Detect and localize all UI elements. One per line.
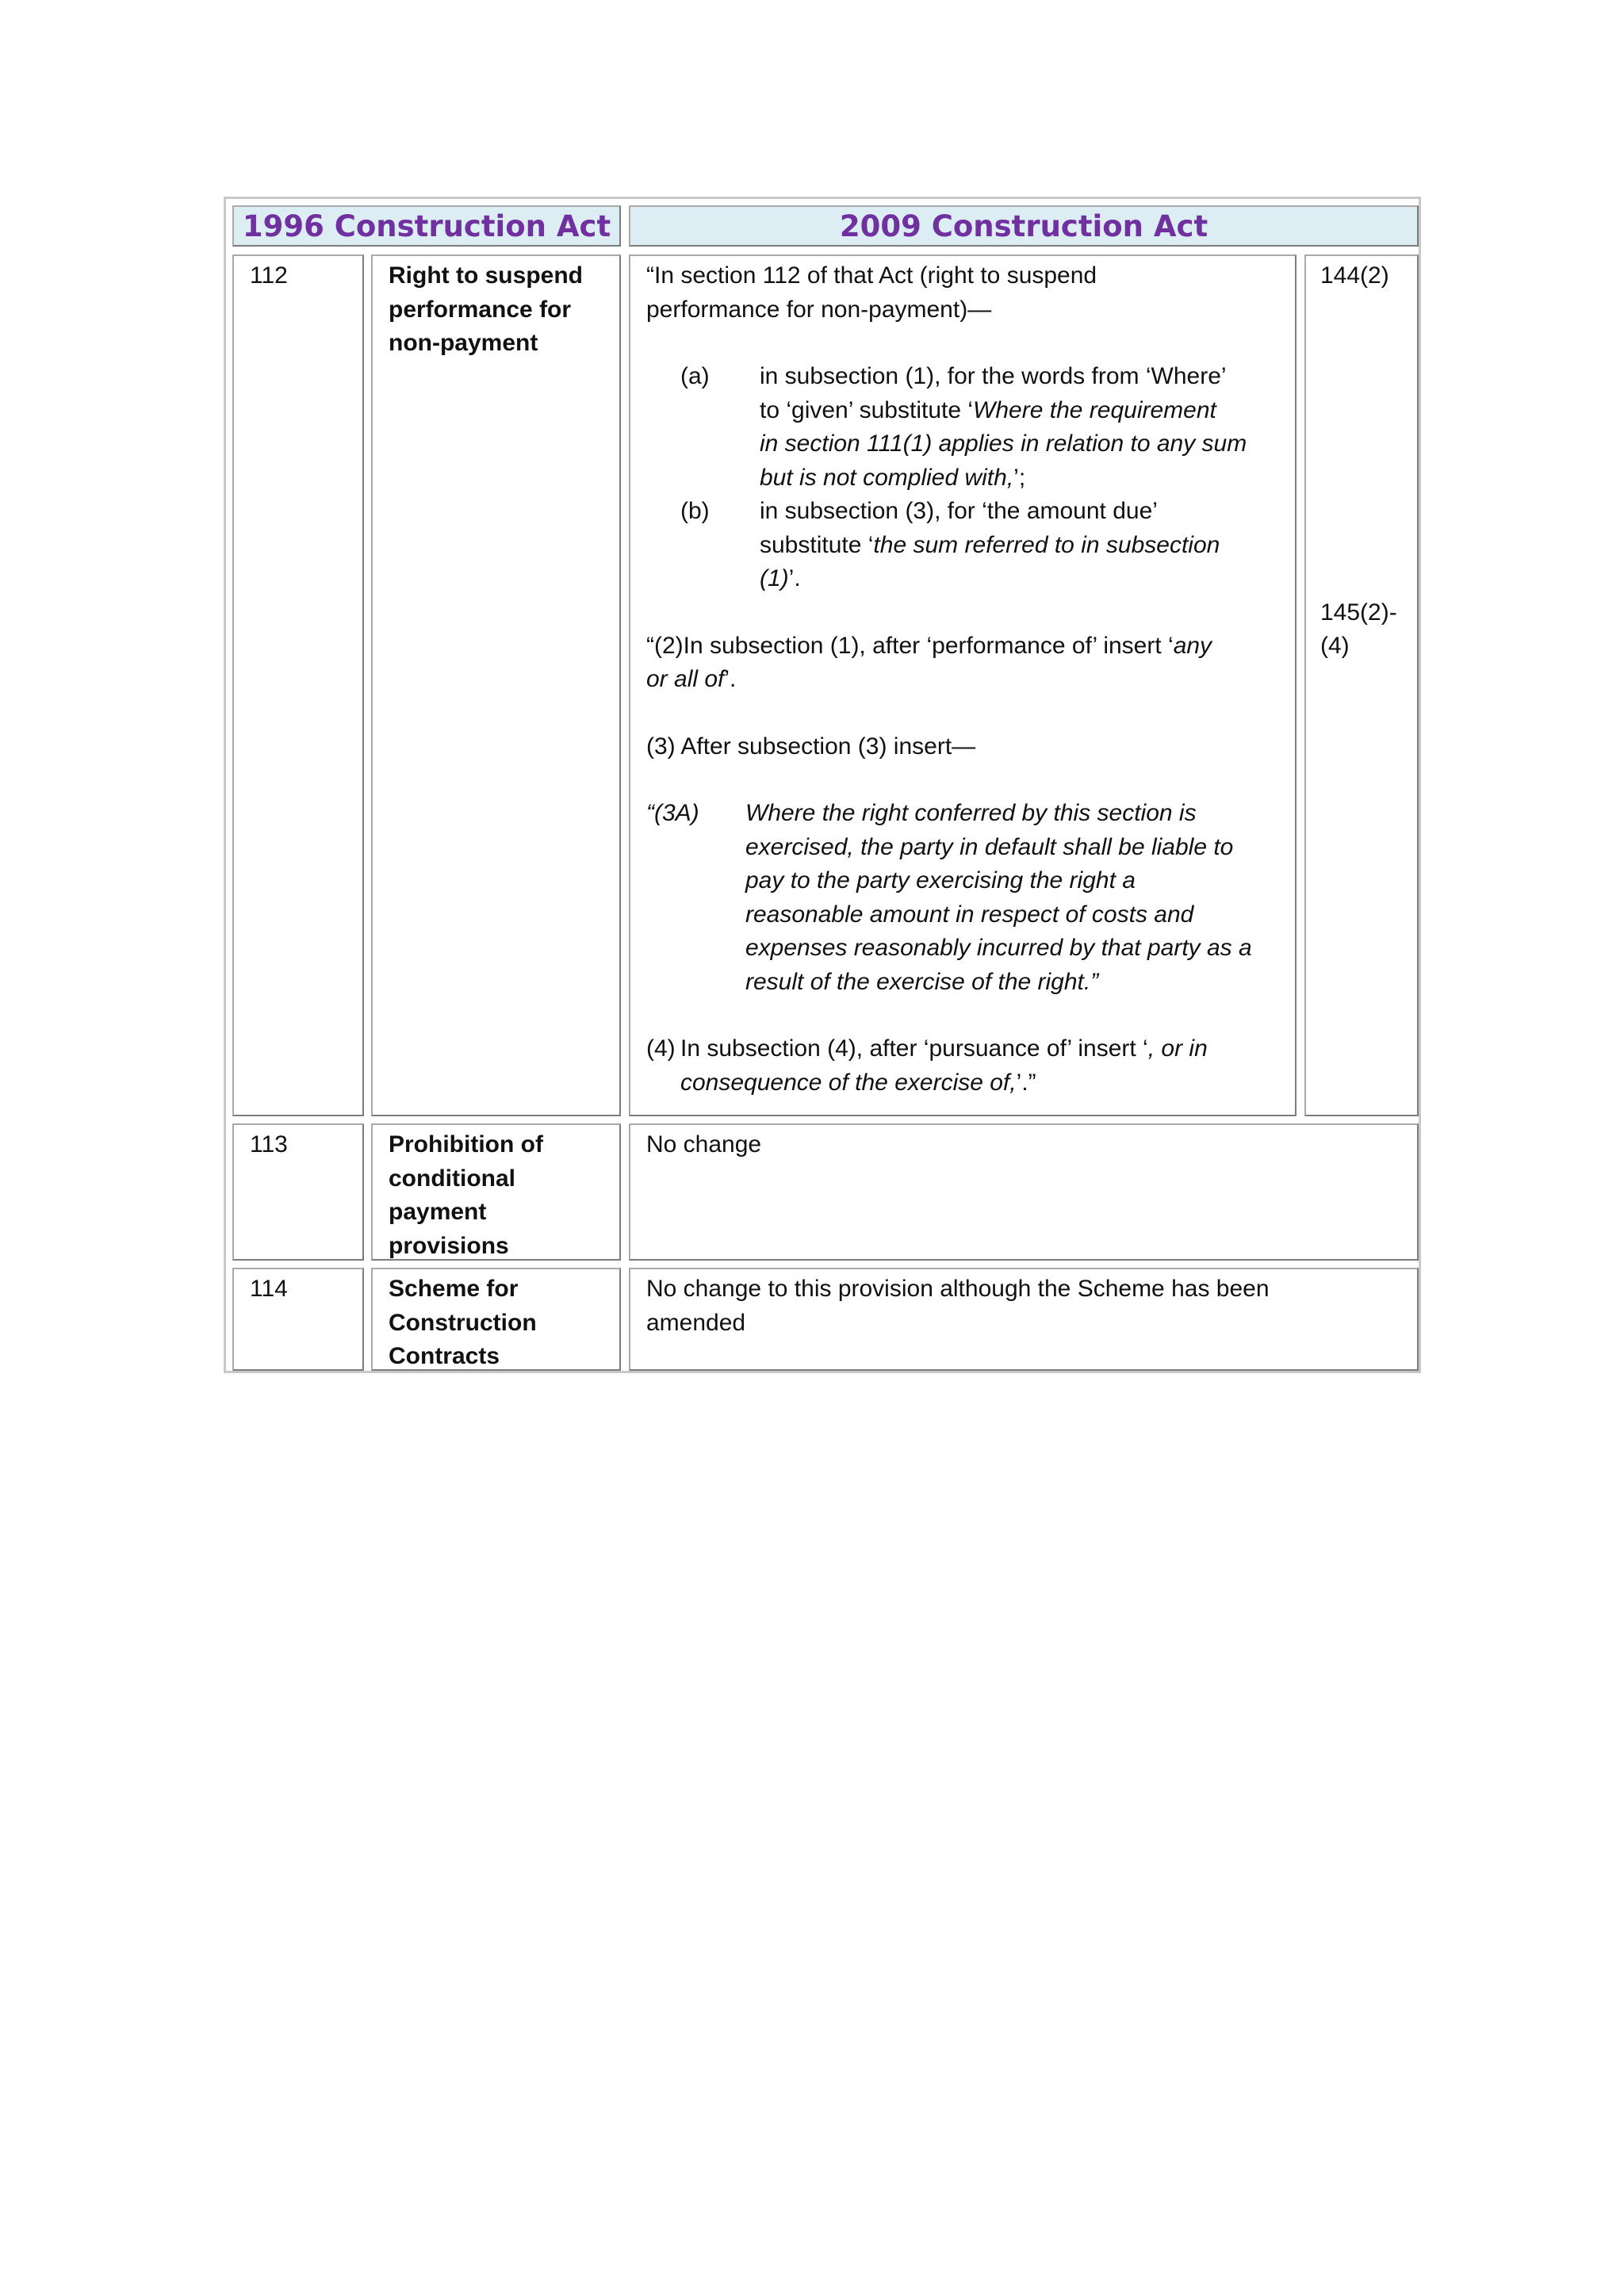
paragraph-2	[646, 663, 1295, 697]
plain-text: “(2)In subsection (1), after ‘performance of’ insert ‘	[646, 632, 1174, 659]
subsection-3a-line: expenses reasonably incurred by that party as a	[745, 935, 1252, 961]
subparagraph-a	[646, 360, 1295, 495]
title-line: payment	[389, 1199, 487, 1225]
row-112-amendment-cell	[629, 254, 1297, 1116]
subsection-3a-line: result of the exercise of the right.”	[745, 968, 1099, 995]
row-113-section-cell	[232, 1123, 364, 1261]
subparagraph-b-marker: (b)	[680, 498, 710, 524]
plain-text: substitute ‘	[760, 531, 874, 558]
header-2009-label: 2009 Construction Act	[839, 209, 1208, 243]
subparagraph-b	[646, 495, 1295, 596]
paragraph-3: (3) After subsection (3) insert—	[646, 733, 976, 760]
subsection-3a-marker: “(3A)	[646, 800, 699, 826]
subparagraph-b-line	[760, 529, 1295, 563]
paragraph-4	[646, 1032, 1295, 1100]
italic-text: , or in	[1147, 1035, 1208, 1062]
plain-text: ’.	[724, 666, 737, 692]
subsection-3a-line: reasonable amount in respect of costs and	[745, 901, 1194, 928]
title-line: performance for	[389, 296, 572, 323]
plain-text: to ‘given’ substitute ‘	[760, 396, 974, 423]
amendment-text: No change to this provision although the Scheme has been	[646, 1276, 1270, 1302]
amendment-text: amended	[646, 1309, 746, 1336]
italic-text: (1)	[760, 565, 789, 591]
section-number: 114	[250, 1276, 288, 1302]
row-112-title-cell	[371, 254, 621, 1116]
paragraph-2	[646, 629, 1295, 664]
paragraph-4-marker: (4)	[646, 1035, 676, 1062]
italic-text: the sum referred to in subsection	[873, 531, 1220, 558]
amend-intro-line: performance for non-payment)—	[646, 296, 992, 323]
row-114-section-cell	[232, 1268, 364, 1371]
amend-intro-line: “In section 112 of that Act (right to suspend	[646, 262, 1097, 289]
subsection-3a-line: Where the right conferred by this section is	[745, 800, 1197, 826]
plain-text: ’.	[788, 565, 801, 591]
title-line: Prohibition of	[389, 1131, 543, 1158]
title-line: conditional	[389, 1165, 515, 1192]
italic-text: consequence of the exercise of,	[680, 1069, 1017, 1096]
section-number: 113	[250, 1131, 288, 1158]
paragraph-4-line	[680, 1032, 1295, 1066]
reference-145-line: 145(2)-	[1320, 599, 1397, 626]
row-113-title-cell	[371, 1123, 621, 1261]
italic-text: but is not complied with,	[760, 464, 1014, 491]
header-1996-label: 1996 Construction Act	[242, 209, 611, 243]
row-114-title-cell	[371, 1268, 621, 1371]
subsection-3a-line: pay to the party exercising the right a	[745, 867, 1136, 894]
italic-text: or all of	[646, 666, 725, 692]
italic-text: Where the requirement	[973, 396, 1216, 423]
subparagraph-a-marker: (a)	[680, 363, 710, 389]
title-line: Construction	[389, 1309, 537, 1336]
row-114-amendment-cell	[629, 1268, 1419, 1371]
reference-144-2: 144(2)	[1320, 262, 1389, 289]
reference-145-line: (4)	[1320, 633, 1350, 659]
subparagraph-b-line: in subsection (3), for ‘the amount due’	[760, 498, 1158, 524]
plain-text: In subsection (4), after ‘pursuance of’ insert ‘	[680, 1035, 1148, 1062]
subparagraph-a-line	[760, 394, 1295, 428]
subsection-3a-line: exercised, the party in default shall be liable to	[745, 833, 1234, 860]
comparison-table	[224, 197, 1421, 1373]
title-line: Scheme for	[389, 1276, 519, 1302]
title-line: non-payment	[389, 330, 538, 356]
subparagraph-a-line	[760, 461, 1295, 496]
subparagraph-a-line: in section 111(1) applies in relation to any sum	[760, 430, 1247, 457]
title-line: Right to suspend	[389, 262, 583, 289]
row-112-reference-cell	[1304, 254, 1419, 1116]
subparagraph-b-line	[760, 562, 1295, 596]
amendment-text: No change	[646, 1131, 762, 1158]
paragraph-4-line	[680, 1066, 1295, 1100]
italic-text: any	[1173, 632, 1212, 659]
inserted-subsection-3a	[646, 797, 1295, 999]
header-1996-act	[232, 205, 621, 247]
title-line: Contracts	[389, 1343, 500, 1369]
header-2009-act	[629, 205, 1419, 247]
subparagraph-a-line: in subsection (1), for the words from ‘Where’	[760, 363, 1227, 389]
row-112-section-cell	[232, 254, 364, 1116]
plain-text: ’;	[1013, 464, 1026, 491]
title-line: provisions	[389, 1232, 509, 1259]
section-number: 112	[250, 262, 288, 289]
row-113-amendment-cell	[629, 1123, 1419, 1261]
plain-text: ’.”	[1016, 1069, 1036, 1096]
